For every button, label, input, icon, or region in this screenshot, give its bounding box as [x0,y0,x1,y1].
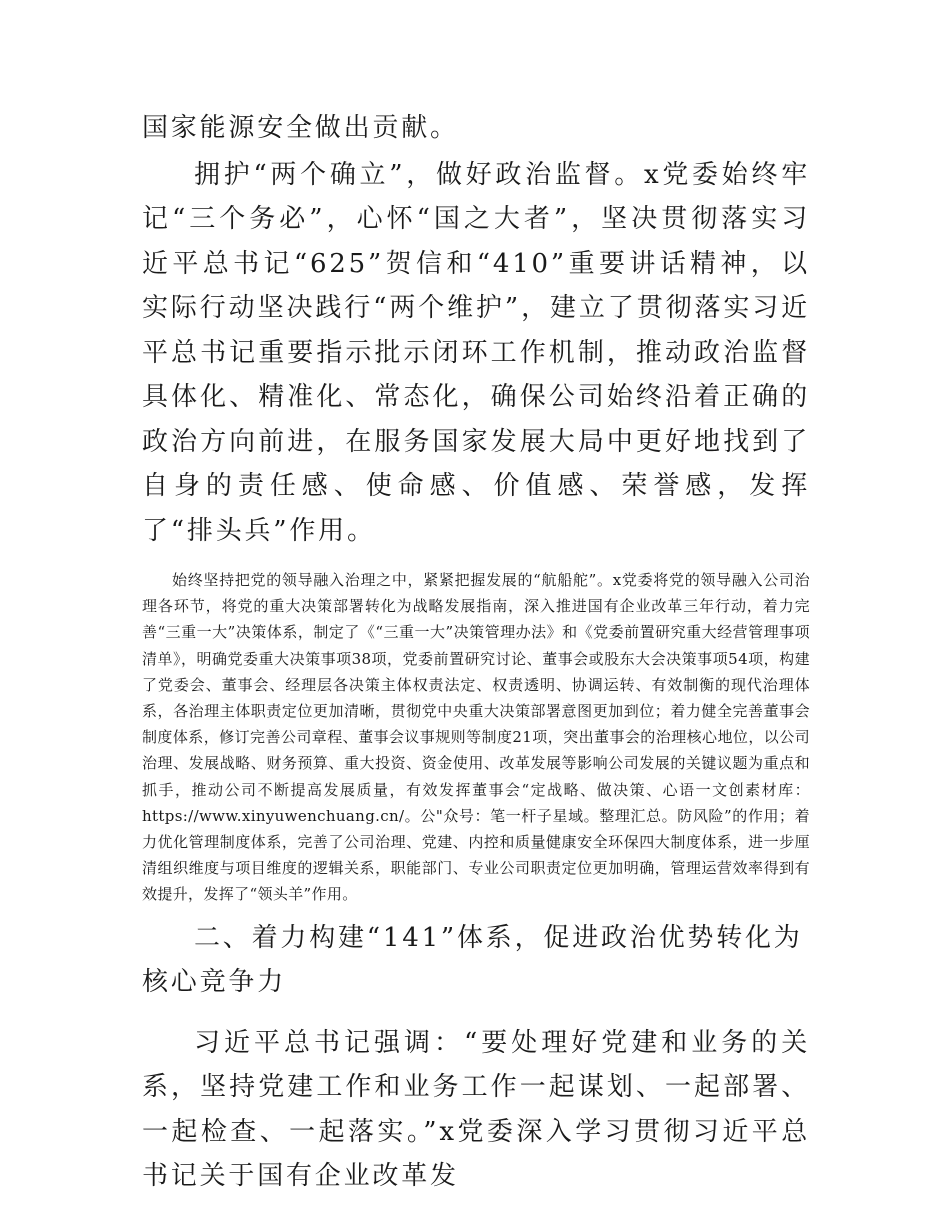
governance-paragraph: 始终坚持把党的领导融入治理之中，紧紧把握发展的“航船舵”。x党委将党的领导融入公司治理各环节，将党的重大决策部署转化为战略发展指南，深入推进国有企业改革三年行动，着力完善“三重一大”决策体系，制定了《“三重一大”决策管理办法》和《党委前置研究重大经营管理事项清单》，明确党委重大决策事项38项，党委前置研究讨论、董事会或股东大会决策事项54项，构建了党委会、董事会、经理层各决策主体权责法定、权责透明、协调运转、有效制衡的现代治理体系，各治理主体职责定位更加清晰，贯彻党中央重大决策部署意图更加到位；着力健全完善董事会制度体系，修订完善公司章程、董事会议事规则等制度21项，突出董事会的治理核心地位，以公司治理、发展战略、财务预算、重大投资、资金使用、改革发展等影响公司发展的关键议题为重点和抓手，推动公司不断提高发展质量，有效发挥董事会“定战略、做决策、心语一文创素材库：https://www.xinyuwenchuang.cn/。公"众号：笔一杆子星域。整理汇总。防风险”的作用；着力优化管理制度体系，完善了公司治理、党建、内控和质量健康安全环保四大制度体系，进一步厘清组织维度与项目维度的逻辑关系，职能部门、专业公司职责定位更加明确，管理运营效率得到有效提升，发挥了“领头羊”作用。 [142,571,810,904]
section-heading: 二、着力构建“141”体系，促进政治优势转化为核心竞争力 [142,922,803,998]
quote-paragraph: 习近平总书记强调：“要处理好党建和业务的关系，坚持党建工作和业务工作一起谋划、一起部署、一起检查、一起落实。”x党委深入学习贯彻习近平总书记关于国有企业改革发 [142,1027,810,1192]
document-body [142,100,810,1199]
continuation-paragraph: 国家能源安全做出贡献。 [142,113,459,143]
political-supervision-paragraph: 拥护“两个确立”，做好政治监督。x党委始终牢记“三个务必”，心怀“国之大者”，坚决贯彻落实习近平总书记“625”贺信和“410”重要讲话精神，以实际行动坚决践行“两个维护”，建立了贯彻落实习近平总书记重要指示批示闭环工作机制，推动政治监督具体化、精准化、常态化，确保公司始终沿着正确的政治方向前进，在服务国家发展大局中更好地找到了自身的责任感、使命感、价值感、荣誉感，发挥了“排头兵”作用。 [142,159,810,546]
